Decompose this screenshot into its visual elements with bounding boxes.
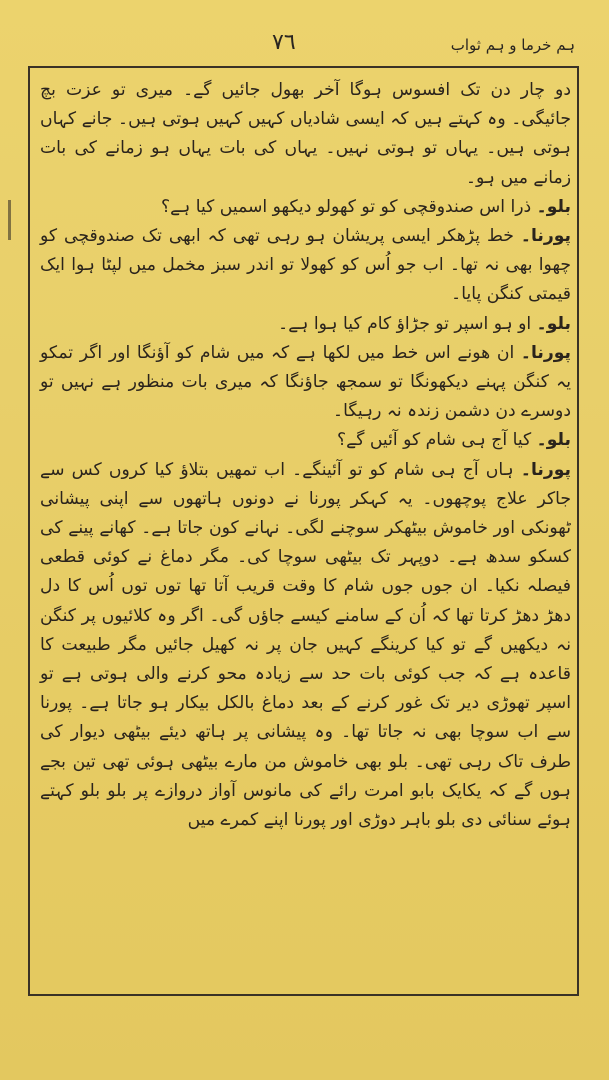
paragraph-text: کیا آج ہی شام کو آئیں گے؟ [337, 430, 532, 451]
paragraph [40, 456, 571, 836]
speaker-label: بلو۔ [536, 313, 571, 334]
paragraph-text: ذرا اس صندوقچی کو تو کھولو دیکھو اسمیں کیا ہے؟ [161, 196, 532, 217]
paragraph [40, 310, 571, 339]
paragraph [40, 193, 571, 222]
speaker-label: بلو۔ [536, 196, 571, 217]
paragraph-text: خط پڑھکر ایسی پریشان ہو رہی تھی کہ ابھی تک صندوقچی کو چھوا بھی نہ تھا۔ اب جو اُس کو کھولا تو اندر سبز مخمل میں لپٹا ہوا ایک قیمتی کنگن پایا۔ [40, 226, 571, 305]
page-number: ٧٦ [272, 30, 296, 55]
paragraph [40, 339, 571, 427]
paragraph-text: او ہو اسپر تو جڑاؤ کام کیا ہوا ہے۔ [278, 313, 532, 334]
paragraph [40, 222, 571, 310]
page-header [22, 30, 587, 66]
paragraph-text: دو چار دن تک افسوس ہوگا آخر بھول جائیں گے۔ میری تو عزت بچ جائیگی۔ وہ کہتے ہیں کہ ایسی شادیاں کہیں کہیں ہوتی ہیں۔ جانے کہاں ہوتی ہیں۔ یہاں تو ہوتی نہیں۔ یہاں کی بات یہاں ہو زمانے کی بات زمانے میں ہو۔ [40, 80, 571, 188]
paragraph [40, 76, 571, 193]
speaker-label: پورنا۔ [520, 342, 572, 363]
margin-mark [8, 200, 11, 240]
running-title: ہم خرما و ہم ثواب [450, 36, 575, 54]
paragraph [40, 426, 571, 455]
speaker-label: پورنا۔ [520, 226, 572, 247]
paragraph-text: ہاں آج ہی شام کو تو آئینگے۔ اب تمھیں بتلاؤ کیا کروں کس سے جاکر علاج پوچھوں۔ یہ کہکر پورنا نے دونوں ہاتھوں سے اپنی پیشانی ٹھونکی اور خاموش بیٹھکر سوچنے لگی۔ نہانے کون جاتا ہے۔ کھانے پینے کی کسکو سدھ ہے۔ دوپہر تک بیٹھی سوچا کی۔ مگر دماغ نے کوئی قطعی فیصلہ نکیا۔ ان جوں جوں شام کا وقت قریب آتا تھا توں توں اُس کا دل دھڑ دھڑ کرتا تھا کہ اُن کے سامنے کیسے جاؤں گی۔ اگر وہ کلائیوں پر کنگن نہ دیکھیں گے تو کیا کرینگے کہیں جان پر نہ کھیل جائیں مگر طبیعت کا قاعدہ ہے کہ جب کوئی بات حد سے زیادہ محو کرنے والی ہوتی ہے تو اسپر تھوڑی دیر تک غور کرنے کے بعد دماغ بالکل بیکار ہو جاتا ہے۔ پورنا سے اب سوچا بھی نہ جاتا تھا۔ وہ پیشانی پر ہاتھ دیئے بیٹھی دیوار کی طرف تاک رہی تھی۔ بلو بھی خاموش من مارے بیٹھی ہوئی تھی تین بجے ہوں گے کہ یکایک بابو امرت رائے کی مانوس آواز دروازے پر بلو بلو کہتے ہوئے سنائی دی بلو باہر دوڑی اور پورنا اپنے کمرے میں [40, 459, 571, 831]
paragraph-text: ان ھونے اس خط میں لکھا ہے کہ میں شام کو آؤنگا اور اگر تمکو یہ کنگن پہنے دیکھونگا تو سمجھ جاؤنگا کہ میری بات منظور ہے نہیں تو دوسرے دن دشمن زندہ نہ رہیگا۔ [40, 342, 571, 422]
page-text-body [40, 76, 571, 986]
speaker-label: بلو۔ [536, 430, 571, 451]
speaker-label: پورنا۔ [520, 459, 571, 480]
